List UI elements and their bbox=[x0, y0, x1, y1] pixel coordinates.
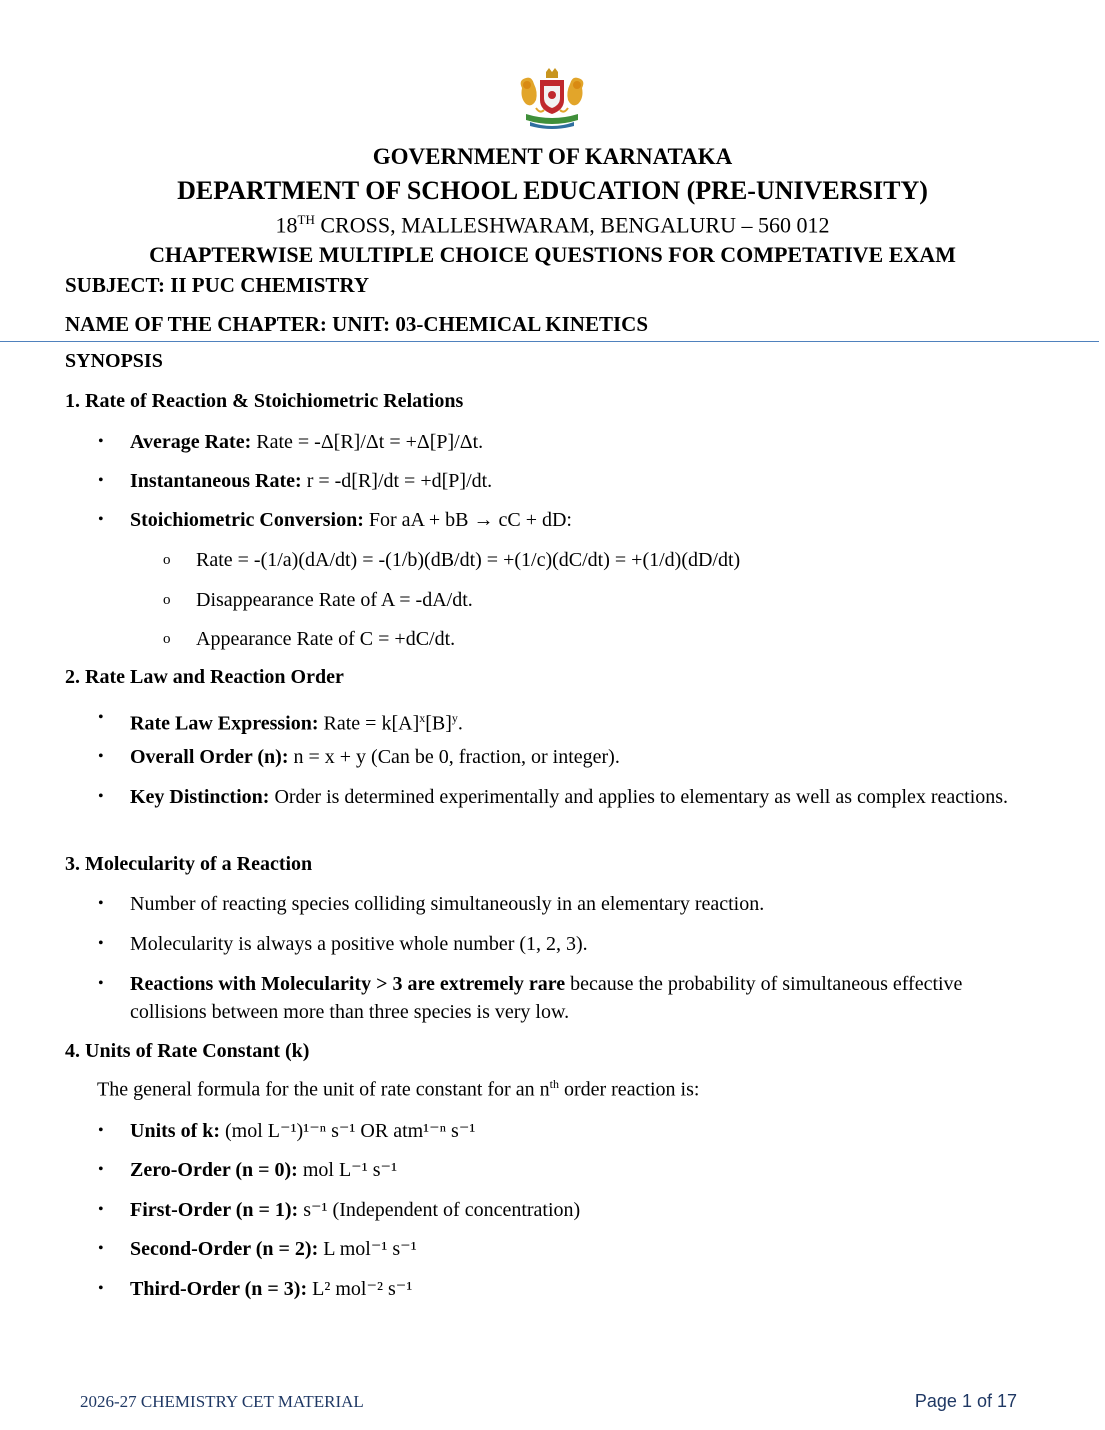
bullet-second-order: • Second-Order (n = 2): L mol⁻¹ s⁻¹ bbox=[130, 1235, 1040, 1263]
bullet-stoichiometric: • Stoichiometric Conversion: For aA + bB → cC + dD: bbox=[130, 506, 1040, 534]
sub-bullet-disappearance: o Disappearance Rate of A = -dA/dt. bbox=[196, 586, 473, 614]
chapter-line: NAME OF THE CHAPTER: UNIT: 03-CHEMICAL KINETICS bbox=[65, 312, 648, 336]
synopsis-heading: SYNOPSIS bbox=[65, 350, 163, 372]
bullet-average-rate: • Average Rate: Rate = -Δ[R]/Δt = +Δ[P]/Δt. bbox=[130, 428, 1040, 456]
bullet-reacting-species: • Number of reacting species colliding simultaneously in an elementary reaction. bbox=[130, 890, 1040, 918]
bullet-overall-order: • Overall Order (n): n = x + y (Can be 0, fraction, or integer). bbox=[130, 743, 1040, 771]
karnataka-emblem-icon bbox=[516, 68, 588, 132]
bullet-third-order: • Third-Order (n = 3): L² mol⁻² s⁻¹ bbox=[130, 1275, 1040, 1303]
sub-bullet-appearance: o Appearance Rate of C = +dC/dt. bbox=[196, 625, 455, 653]
section-1-title: 1. Rate of Reaction & Stoichiometric Relations bbox=[65, 390, 464, 412]
header-exam-title: CHAPTERWISE MULTIPLE CHOICE QUESTIONS FOR COMPETATIVE EXAM bbox=[149, 242, 956, 267]
bullet-zero-order: • Zero-Order (n = 0): mol L⁻¹ s⁻¹ bbox=[130, 1156, 1040, 1184]
bullet-first-order: • First-Order (n = 1): s⁻¹ (Independent of concentration) bbox=[130, 1196, 1040, 1224]
section-3-title: 3. Molecularity of a Reaction bbox=[65, 853, 313, 875]
bullet-molecularity-whole: • Molecularity is always a positive whole number (1, 2, 3). bbox=[130, 930, 1040, 958]
bullet-units-of-k: • Units of k: (mol L⁻¹)¹⁻ⁿ s⁻¹ OR atm¹⁻ⁿ s⁻¹ bbox=[130, 1117, 1040, 1145]
section-4-title: 4. Units of Rate Constant (k) bbox=[65, 1040, 310, 1062]
subject-line: SUBJECT: II PUC CHEMISTRY bbox=[65, 273, 369, 297]
bullet-rate-law: • Rate Law Expression: Rate = $k[A]^x[B]^y$. bbox=[130, 704, 1040, 738]
section-2-title: 2. Rate Law and Reaction Order bbox=[65, 666, 344, 688]
footer-material-label: 2026-27 CHEMISTRY CET MATERIAL bbox=[80, 1392, 364, 1411]
header-divider bbox=[0, 341, 1099, 342]
bullet-molecularity-rare: • Reactions with Molecularity > 3 are extremely rare because the probability of simultaneous effective collisions between more than three species is very low. bbox=[130, 970, 1040, 1026]
header-government: GOVERNMENT OF KARNATAKA bbox=[372, 144, 733, 169]
sub-bullet-rate-relation: o Rate = -(1/a)(dA/dt) = -(1/b)(dB/dt) = +(1/c)(dC/dt) = +(1/d)(dD/dt) bbox=[196, 546, 740, 574]
footer-page-number: Page 1 of 17 bbox=[914, 1391, 1017, 1411]
bullet-instantaneous-rate: • Instantaneous Rate: r = -d[R]/dt = +d[P]/dt. bbox=[130, 467, 1040, 495]
header-address: 18TH CROSS, MALLESHWARAM, BENGALURU – 560 012 bbox=[275, 212, 830, 238]
header-department: DEPARTMENT OF SCHOOL EDUCATION (PRE-UNIVERSITY) bbox=[177, 176, 928, 205]
bullet-key-distinction: • Key Distinction: Order is determined experimentally and applies to elementary as well as complex reactions. bbox=[130, 783, 1040, 811]
general-formula-text: The general formula for the unit of rate constant for an $n^{th}$ order reaction is: bbox=[97, 1077, 700, 1101]
